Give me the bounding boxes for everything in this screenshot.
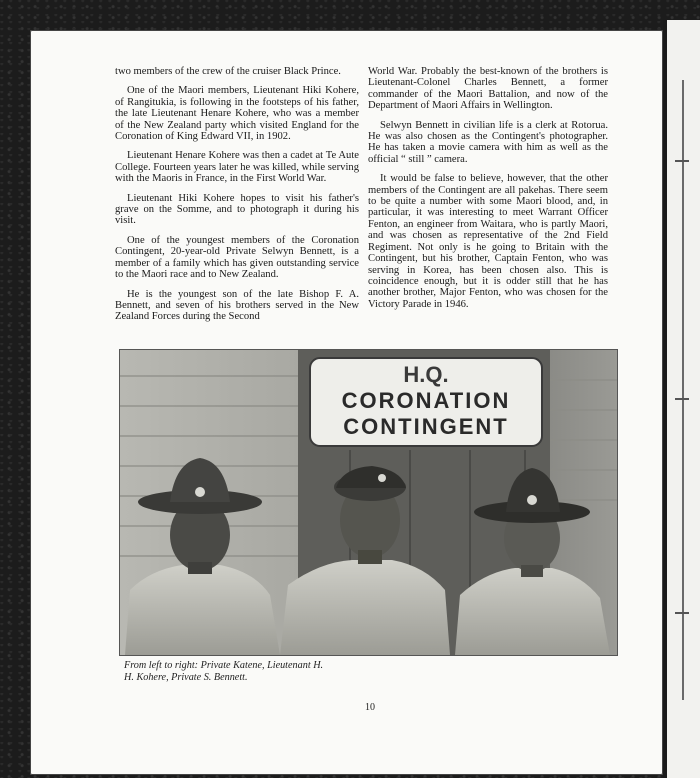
- right-text-column: [368, 66, 608, 318]
- binding-tick: [675, 160, 689, 162]
- left-text-column: [115, 66, 359, 331]
- sign-text-contingent: CONTINGENT: [343, 414, 509, 439]
- paragraph: He is the youngest son of the late Bishop F. A. Bennett, and seven of his brothers served in the New Zealand Forces during the Second: [115, 288, 359, 323]
- group-photograph: [119, 349, 618, 656]
- paragraph: two members of the crew of the cruiser Black Prince.: [115, 66, 341, 77]
- paragraph: It would be false to believe, however, that the other members of the Contingent are all pakehas. There seem to be quite a number with some Maori blood, and, in particular, it was interesting to meet Warrant Officer Fenton, an engineer from Waitara, who is partly Maori, and was chosen as representative of the 2nd Field Regiment. Not only is he going to Britain with the Contingent, but his brother, Captain Fenton, who was serving in Korea, has been chosen also. This is coincidence enough, but it is odder still that he has another brother, Major Fenton, who was chosen for the Victory Parade in 1946.: [368, 173, 608, 310]
- page-number: 10: [365, 702, 375, 713]
- paragraph: One of the Maori members, Lieutenant Hiki Kohere, of Rangitukia, is following in the footsteps of his father, the late Lieutenant Henare Kohere, who was a member of the New Zealand party which visited England for the Coronation of King Edward VII, in 1902.: [115, 85, 359, 143]
- paragraph: One of the youngest members of the Coronation Contingent, 20-year-old Private Selwyn Bennett, is a member of a family which has given outstanding service to the Maori race and to New Zealand.: [115, 234, 359, 281]
- adjacent-page-edge: [663, 20, 700, 778]
- paragraph: Lieutenant Henare Kohere was then a cadet at Te Aute College. Fourteen years later he was killed, while serving with the Maoris in France, in the First World War.: [115, 150, 359, 185]
- photo-caption: From left to right: Private Katene, Lieutenant H. H. Kohere, Private S. Bennett.: [124, 660, 324, 683]
- binding-tick: [675, 612, 689, 614]
- paragraph: World War. Probably the best-known of the brothers is Lieutenant-Colonel Charles Bennett, a former commander of the Maori Battalion, and now of the Department of Maori Affairs in Wellington.: [368, 66, 608, 112]
- sign-text-coronation: CORONATION: [341, 388, 511, 413]
- paragraph: Lieutenant Hiki Kohere hopes to visit his father's grave on the Somme, and to photograph it during his visit.: [115, 192, 359, 227]
- paragraph: Selwyn Bennett in civilian life is a clerk at Rotorua. He was also chosen as the Contingent's photographer. He has taken a movie camera with him as well as the official “ still ” camera.: [368, 119, 608, 165]
- sign-text-hq: H.Q.: [403, 362, 449, 387]
- binding-line: [682, 80, 684, 700]
- photo-image: [120, 350, 617, 655]
- binding-tick: [675, 398, 689, 400]
